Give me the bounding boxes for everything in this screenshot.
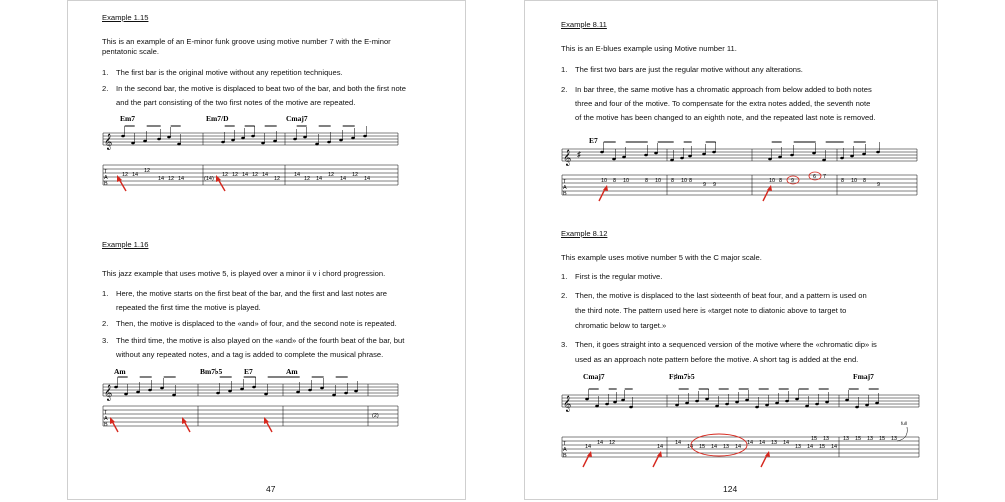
svg-text:10: 10 [623,178,630,184]
svg-text:14: 14 [747,440,754,446]
chord-cmaj7-b: Cmaj7 [583,372,605,381]
svg-text:13: 13 [867,436,874,442]
notehead [790,154,794,157]
svg-text:13: 13 [771,440,778,446]
example-1-16-item-3-line-2: without any repeated notes, and a tag is added to complete the musical phrase. [116,350,384,359]
svg-text:12: 12 [122,172,129,178]
notehead [351,137,355,140]
notehead [261,142,265,145]
svg-text:A: A [563,447,567,453]
svg-text:14: 14 [340,176,347,182]
svg-text:7: 7 [823,174,827,180]
notehead [775,402,779,405]
notehead [675,404,679,407]
svg-text:14: 14 [364,176,371,182]
svg-text:14: 14 [132,172,139,178]
notehead [855,406,859,409]
svg-text:9: 9 [713,182,717,188]
notehead [143,140,147,143]
example-8-12-item-3-line-2: used as an approach note pattern before the motive. A short tag is added at the end. [575,355,859,364]
svg-text:14: 14 [294,172,301,178]
svg-text:10: 10 [851,178,858,184]
svg-text:10: 10 [681,178,688,184]
svg-text:14: 14 [316,176,323,182]
example-8-12-item-2-number: 2. [561,291,568,300]
svg-text:10: 10 [655,178,662,184]
svg-text:14: 14 [711,444,718,450]
notehead [876,151,880,154]
example-8-12-intro: This example uses motive number 5 with the C major scale. [561,253,762,262]
example-1-15-item-2-line-1: In the second bar, the motive is displaced to beat two of the bar, and both the first note [116,84,407,93]
notehead [850,155,854,158]
notehead [216,392,220,395]
example-8-11-item-2-line-1: In bar three, the same motive has a chromatic approach from below added to both notes [575,85,872,94]
example-8-12-item-2-line-3: chromatic below to target.» [575,321,667,330]
svg-text:𝄞: 𝄞 [104,385,113,401]
notehead [735,401,739,404]
page-number-left: 47 [266,484,276,494]
example-8-12-item-3-number: 3. [561,340,568,349]
notehead [124,393,128,396]
svg-text:15: 15 [819,444,826,450]
svg-text:12: 12 [252,172,259,178]
notehead [670,159,674,162]
svg-text:12: 12 [274,176,281,182]
svg-text:A: A [104,175,108,181]
svg-text:14: 14 [735,444,742,450]
example-8-12-item-1-text: First is the regular motive. [575,272,663,281]
notehead [778,156,782,159]
notehead [805,405,809,408]
svg-text:9: 9 [791,178,795,184]
notehead [114,386,118,389]
notehead [725,403,729,406]
chord-bm7b5: Bm7♭5 [200,367,223,376]
notehead [795,398,799,401]
example-1-16-item-1-line-1: Here, the motive starts on the first beat of the bar, and the first and last notes are [116,289,387,298]
svg-text:8: 8 [671,178,675,184]
notehead [131,142,135,145]
svg-text:14: 14 [158,176,165,182]
example-1-15-intro-line-2: pentatonic scale. [102,47,159,56]
notehead [308,389,312,392]
notehead [177,143,181,146]
notehead [121,135,125,138]
notehead [765,404,769,407]
notehead [688,155,692,158]
notehead [605,403,609,406]
notehead [755,406,759,409]
notehead [822,159,826,162]
svg-text:12: 12 [168,176,175,182]
svg-text:12: 12 [222,172,229,178]
example-1-16-item-2-text: Then, the motive is displaced to the «and» of four, and the second note is repeated. [116,319,397,328]
svg-text:B: B [104,181,108,187]
notehead [167,136,171,139]
notehead [600,151,604,154]
svg-text:14: 14 [759,440,766,446]
notehead [172,394,176,397]
svg-text:B: B [104,422,108,428]
notehead [712,151,716,154]
example-8-12-item-3-line-1: Then, it goes straight into a sequenced version of the motive where the «chromatic dip» is [575,340,877,349]
notehead [825,401,829,404]
svg-text:𝄞: 𝄞 [563,396,572,412]
notehead [339,139,343,142]
notehead [136,391,140,394]
svg-text:12: 12 [232,172,239,178]
chord-em7: Em7 [120,114,135,123]
chord-fmaj7: Fmaj7 [853,372,874,381]
example-1-15-notation [98,113,438,193]
example-1-16-item-3-number: 3. [102,336,109,345]
notehead [705,398,709,401]
notehead [595,405,599,408]
example-8-11-item-2-line-3: of the motive has been changed to an eighth note, and the repeated last note is removed. [575,113,876,122]
notehead [240,388,244,391]
notehead [680,157,684,160]
chord-e7: E7 [244,367,253,376]
example-1-16-item-3-line-1: The third time, the motive is also played on the «and» of the fourth beat of the bar, but [116,336,405,345]
notehead [344,392,348,395]
example-8-12-item-2-line-2: the third note. The pattern used here is «target note to diatonic above to target to [575,306,847,315]
svg-text:T: T [563,179,567,185]
notehead [654,152,658,155]
svg-text:15: 15 [879,436,886,442]
svg-text:14: 14 [675,440,682,446]
notehead [685,402,689,405]
notehead [745,399,749,402]
example-8-11-item-1-text: The first two bars are just the regular motive without any alterations. [575,65,803,74]
example-1-16-notation [98,366,438,436]
svg-text:12: 12 [328,172,335,178]
notehead [293,138,297,141]
example-8-11-intro: This is an E-blues example using Motive number 11. [561,44,737,53]
notehead [629,406,633,409]
notehead [264,393,268,396]
notehead [812,152,816,155]
example-1-15-item-1-number: 1. [102,68,109,77]
notehead [815,403,819,406]
notehead [862,153,866,156]
example-1-16-item-2-number: 2. [102,319,109,328]
svg-text:T: T [104,410,108,416]
notehead [273,140,277,143]
notehead [315,143,319,146]
svg-text:14: 14 [687,444,694,450]
notehead [715,405,719,408]
example-1-15-item-2-line-2: and the part consisting of the two first notes of the motive are repeated. [116,98,356,107]
svg-text:(14): (14) [204,176,214,182]
chord-fsharp-m7b5: F♯m7♭5 [669,372,695,381]
notehead [157,138,161,141]
notehead [231,139,235,142]
svg-text:13: 13 [843,436,850,442]
example-1-15-item-2-number: 2. [102,84,109,93]
svg-text:B: B [563,191,567,197]
example-1-16-title: Example 1.16 [102,240,149,249]
svg-text:𝄞: 𝄞 [563,150,572,166]
example-8-11-item-1-number: 1. [561,65,568,74]
notehead [612,158,616,161]
notehead [621,399,625,402]
svg-text:T: T [104,169,108,175]
page-number-right: 124 [723,484,738,494]
svg-text:10: 10 [769,178,776,184]
svg-text:9: 9 [877,182,881,188]
notehead [241,137,245,140]
svg-text:13: 13 [795,444,802,450]
notehead [332,394,336,397]
example-1-16-item-1-number: 1. [102,289,109,298]
notehead [865,404,869,407]
svg-text:12: 12 [144,168,151,174]
notehead [148,389,152,392]
svg-text:8: 8 [689,178,693,184]
svg-text:T: T [563,441,567,447]
svg-text:15: 15 [855,436,862,442]
notehead [695,400,699,403]
right-page [524,0,938,500]
notehead [622,156,626,159]
svg-text:13: 13 [891,436,898,442]
notehead [320,387,324,390]
svg-text:8: 8 [779,178,783,184]
notehead [228,390,232,393]
svg-text:15: 15 [811,436,818,442]
notehead [840,157,844,160]
notehead [303,136,307,139]
svg-text:13: 13 [823,436,830,442]
notehead [875,402,879,405]
notehead [768,158,772,161]
notehead [785,400,789,403]
svg-text:𝄞: 𝄞 [104,134,113,150]
notehead [296,391,300,394]
full-bend-label: full [901,421,907,426]
svg-text:14: 14 [657,444,664,450]
svg-text:A: A [104,416,108,422]
chord-am: Am [114,367,126,376]
chord-e7-blues: E7 [589,136,598,145]
svg-text:13: 13 [723,444,730,450]
svg-text:A: A [563,185,567,191]
svg-text:14: 14 [585,444,592,450]
svg-text:B: B [563,453,567,459]
example-8-11-title: Example 8.11 [561,20,607,29]
example-1-16-intro: This jazz example that uses motive 5, is played over a minor ii v i chord progression. [102,269,386,278]
svg-text:14: 14 [783,440,790,446]
notehead [363,135,367,138]
svg-text:14: 14 [597,440,604,446]
notehead [252,386,256,389]
notehead [585,398,589,401]
svg-text:8: 8 [841,178,845,184]
example-8-12-item-2-line-1: Then, the motive is displaced to the last sixteenth of beat four, and a pattern is used on [575,291,867,300]
example-8-11-item-2-line-2: three and four of the motive. To compensate for the extra notes added, the seventh note [575,99,871,108]
svg-text:12: 12 [352,172,359,178]
notehead [251,135,255,138]
notehead [327,141,331,144]
example-1-15-title: Example 1.15 [102,13,149,22]
svg-text:8: 8 [613,178,617,184]
notehead [644,154,648,157]
notehead [354,390,358,393]
example-1-16-item-1-line-2: repeated the first time the motive is played. [116,303,261,312]
example-1-15-item-1-text: The first bar is the original motive without any repetition techniques. [116,68,343,77]
example-8-11-notation [557,135,927,205]
example-8-11-item-2-number: 2. [561,85,568,94]
example-8-12-item-1-number: 1. [561,272,568,281]
svg-text:15: 15 [699,444,706,450]
notehead [613,401,617,404]
notehead [845,399,849,402]
svg-text:6: 6 [813,174,817,180]
svg-text:12: 12 [304,176,311,182]
chord-cmaj7: Cmaj7 [286,114,308,123]
notehead [702,153,706,156]
svg-text:14: 14 [807,444,814,450]
svg-text:8: 8 [645,178,649,184]
example-8-12-title: Example 8.12 [561,229,608,238]
svg-text:14: 14 [242,172,249,178]
svg-text:♯: ♯ [577,150,581,159]
notehead [160,387,164,390]
example-8-12-notation [557,369,927,474]
chord-am-2: Am [286,367,298,376]
left-page [67,0,466,500]
svg-text:8: 8 [863,178,867,184]
chord-em7-d: Em7/D [206,114,229,123]
notehead [221,141,225,144]
tab-end-value: (2) [372,413,379,419]
svg-text:12: 12 [609,440,616,446]
svg-text:14: 14 [178,176,185,182]
svg-text:14: 14 [262,172,269,178]
svg-text:10: 10 [601,178,608,184]
svg-text:14: 14 [831,444,838,450]
example-1-15-intro-line-1: This is an example of an E-minor funk groove using motive number 7 with the E-minor [102,37,391,46]
svg-text:9: 9 [703,182,707,188]
